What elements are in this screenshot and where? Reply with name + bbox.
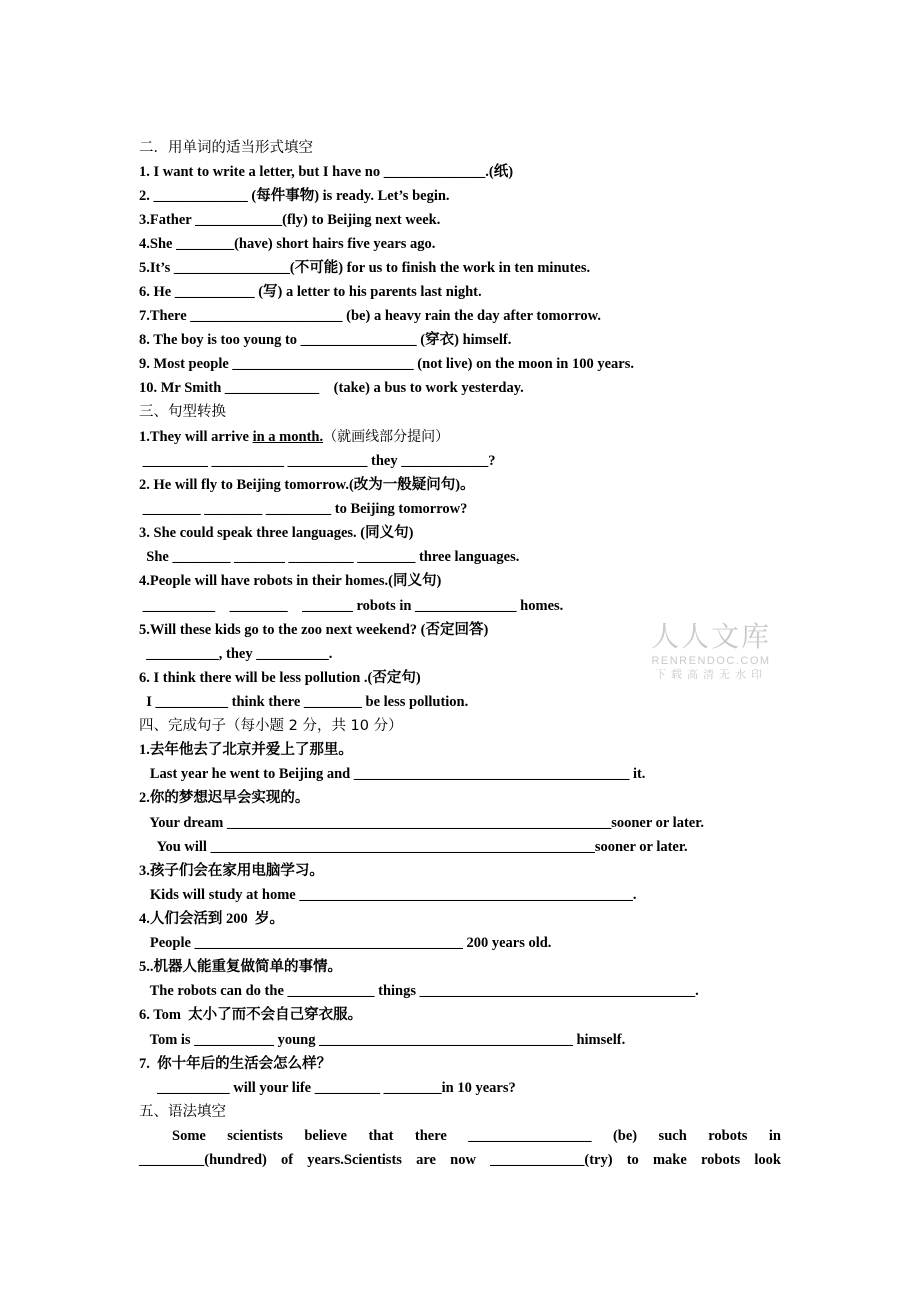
s4-line-10: 5..机器人能重复做简单的事情。 <box>139 959 342 975</box>
s4-line-14: 7. 你十年后的生活会怎么样？ <box>139 1056 332 1072</box>
s3-question-4: 4.People will have robots in their homes.(同义句) <box>139 573 442 589</box>
s4-line-11: The robots can do the ____________ things ______________________________________. <box>139 983 699 999</box>
s3-q1-underlined: in a month. <box>252 429 324 445</box>
s3-answer-2: ________ ________ _________ to Beijing tomorrow? <box>139 501 468 517</box>
s4-line-9: People _____________________________________ 200 years old. <box>139 935 552 951</box>
s5-l2-word: _____________(try) <box>490 1152 613 1168</box>
section-5-title: 五、语法填空 <box>139 1104 226 1120</box>
s3-question-6: 6. I think there will be less pollution .(否定句) <box>139 670 421 686</box>
s3-answer-6: I __________ think there ________ be less pollution. <box>139 694 469 710</box>
s5-l1-word: Some <box>172 1128 206 1144</box>
watermark-title: 人人文库 <box>650 620 771 653</box>
s3-q1-suffix: （就画线部分提问） <box>323 429 450 445</box>
s2-item-6: 6. He ___________ (写) a letter to his parents last night. <box>139 284 482 300</box>
s3-question-5: 5.Will these kids go to the zoo next weekend? (否定回答) <box>139 622 489 638</box>
s5-l1-word: such <box>658 1128 687 1144</box>
s4-line-7: Kids will study at home ______________________________________________. <box>139 887 637 903</box>
s3-answer-5: __________, they __________. <box>139 646 333 662</box>
s3-answer-3: She ________ _______ _________ ________ three languages. <box>139 549 520 565</box>
s4-line-13: Tom is ___________ young ___________________________________ himself. <box>139 1032 626 1048</box>
s4-line-4: Your dream _____________________________________________________sooner or later. <box>139 815 704 831</box>
s5-l1-word: in <box>768 1128 781 1144</box>
s5-l1-word: robots <box>708 1128 748 1144</box>
watermark-tagline: 下载高清无水印 <box>655 668 767 681</box>
section-3-title: 三、句型转换 <box>139 404 226 420</box>
s4-line-3: 2.你的梦想迟早会实现的。 <box>139 790 310 806</box>
s5-l2-word: are <box>416 1152 436 1168</box>
s3-question-2: 2. He will fly to Beijing tomorrow.(改为一般疑问句)。 <box>139 477 475 493</box>
s5-l2-word: _________(hundred) <box>139 1152 267 1168</box>
s4-line-5: You will _____________________________________________________sooner or later. <box>139 839 688 855</box>
s5-l1-word: scientists <box>227 1128 283 1144</box>
section-2-title: 二．用单词的适当形式填空 <box>139 140 313 156</box>
s2-item-1: 1. I want to write a letter, but I have no ______________.(纸) <box>139 164 514 180</box>
watermark-url: RENRENDOC.COM <box>651 655 771 667</box>
s2-item-3: 3.Father ____________(fly) to Beijing next week. <box>139 212 441 228</box>
s5-l1-word: _________________ <box>468 1128 592 1144</box>
s4-line-6: 3.孩子们会在家用电脑学习。 <box>139 863 324 879</box>
s2-item-9: 9. Most people _________________________ (not live) on the moon in 100 years. <box>139 356 634 372</box>
s3-answer-1: _________ __________ ___________ they ____________? <box>139 453 496 469</box>
watermark-logo <box>646 620 776 682</box>
s5-l2-word: years.Scientists <box>307 1152 402 1168</box>
s4-line-1: 1.去年他去了北京并爱上了那里。 <box>139 742 353 758</box>
s5-l1-word: believe <box>304 1128 347 1144</box>
s2-item-7: 7.There _____________________ (be) a heavy rain the day after tomorrow. <box>139 308 601 324</box>
s2-item-2: 2. _____________ (每件事物) is ready. Let’s begin. <box>139 188 450 204</box>
s2-item-4: 4.She ________(have) short hairs five years ago. <box>139 236 436 252</box>
s4-line-2: Last year he went to Beijing and ______________________________________ it. <box>139 766 646 782</box>
s5-l2-word: of <box>281 1152 294 1168</box>
s3-q1-prefix: 1.They will arrive <box>139 429 253 445</box>
s3-question-3: 3. She could speak three languages. (同义句) <box>139 525 414 541</box>
s5-l1-word: that <box>368 1128 394 1144</box>
section-4-title: 四、完成句子（每小题 2 分，共 10 分） <box>139 718 403 734</box>
s5-l2-word: robots <box>700 1152 741 1168</box>
s4-line-8: 4.人们会活到 200 岁。 <box>139 911 284 927</box>
s5-line-2 <box>139 1151 781 1169</box>
s5-l1-word: there <box>414 1128 447 1144</box>
s3-answer-4: __________ ________ _______ robots in ______________ homes. <box>139 598 564 614</box>
s2-item-5: 5.It’s ________________(不可能) for us to finish the work in ten minutes. <box>139 260 591 276</box>
s5-l2-word: make <box>652 1152 687 1168</box>
s3-question-1 <box>139 428 449 446</box>
s5-line-1 <box>139 1127 781 1145</box>
s4-line-12: 6. Tom 太小了而不会自己穿衣服。 <box>139 1007 363 1023</box>
s2-item-8: 8. The boy is too young to ________________ (穿衣) himself. <box>139 332 512 348</box>
s5-l2-word: to <box>626 1152 639 1168</box>
s2-item-10: 10. Mr Smith _____________ (take) a bus to work yesterday. <box>139 380 524 396</box>
s5-l2-word: look <box>754 1152 781 1168</box>
s5-l2-word: now <box>450 1152 476 1168</box>
s5-l1-word: (be) <box>612 1128 638 1144</box>
s4-line-15: __________ will your life _________ ________in 10 years? <box>139 1080 516 1096</box>
